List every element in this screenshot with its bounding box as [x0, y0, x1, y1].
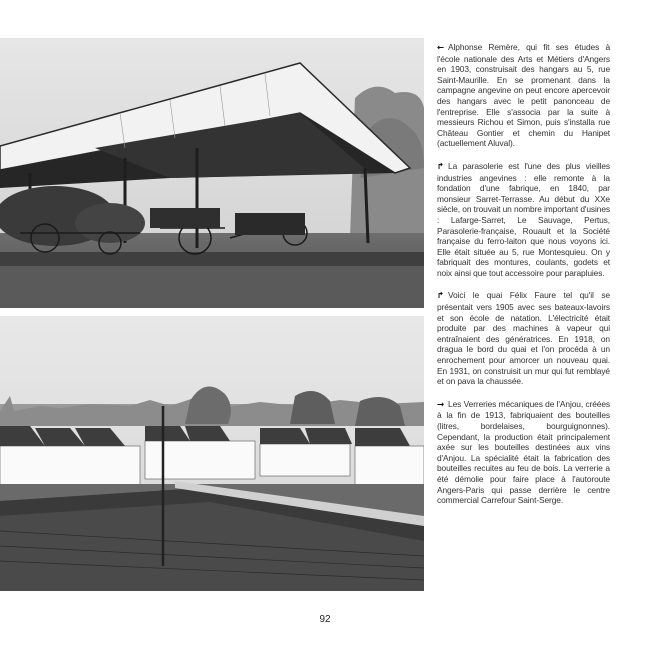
paragraph-text: Les Verreries mécaniques de l'Anjou, créées à la fin de 1913, fabriquaient des bouteilles (litres, bordelaises, bourguignonnes). Cependant, la production était principalement axée sur les bouteilles destinées aux vins d'Anjou. La spécialité était la fabrication des bouteilles recuites au feu de bois. La verrerie a été démolie pour faire place à l'autoroute Angers-Paris qui passe derrière le centre commercial Carrefour Saint-Serge.: [437, 398, 610, 506]
arrow-left-icon: ←: [437, 43, 445, 53]
corner-up-right-icon: ↱: [437, 291, 445, 302]
paragraph-text: La parasolerie est l'une des plus vieilles industries angevines : elle remonte à la fondation d'une fabrique, en 1840, par monsieur Sarret-Terrasse. Au début du XXe siècle, on trouvait un nombre important d'usines : Lafarge-Sarret, Le Sauvage, Pertus, Parasolerie-française, Rouault et la Société française du ferro-laiton que nous voyons ici. Elle était située au 5, rue Montesquieu. On y fabriquait des montures, coulants, godets et noix ainsi que tout accessoire pour parapluies.: [437, 160, 610, 278]
arrow-right-icon: →: [437, 399, 445, 410]
photo-hangar: [0, 38, 424, 308]
paragraph-quai: [437, 290, 610, 386]
page-number: 92: [319, 614, 331, 625]
photo-factory: [0, 316, 424, 591]
paragraph-text: Alphonse Remère, qui fit ses études à l'école nationale des Arts et Métiers d'Angers en 1903, construisait des hangars au 5, rue Saint-Maurille. En se promenant dans la campagne angevine on peut encore apercevoir des hangars avec le petit panonceau de l'entreprise. Elle s'associa par la suite à messieurs Richou et Simon, puis s'installa rue Château Gontier et chemin du Hanipet (actuellement Aluval).: [437, 42, 610, 149]
paragraph-text: Voici le quai Félix Faure tel qu'il se présentait vers 1905 avec ses bateaux-lavoirs et son école de natation. L'électricité était produite par des machines à vapeur qui entraînaient des génératrices. En 1918, on dragua le bord du quai et l'on procéda à un enrochement pour amorcer un nouveau quai. En 1931, on construisit un mur qui fut remblayé et on pava la chaussée.: [437, 290, 610, 387]
hangar-illustration: [0, 38, 424, 308]
corner-up-right-icon: ↱: [437, 161, 445, 172]
paragraph-verreries: [437, 399, 610, 506]
factory-illustration: [0, 316, 424, 591]
text-column: [437, 42, 610, 518]
paragraph-hangars: [437, 42, 610, 149]
paragraph-parasolerie: [437, 161, 610, 279]
